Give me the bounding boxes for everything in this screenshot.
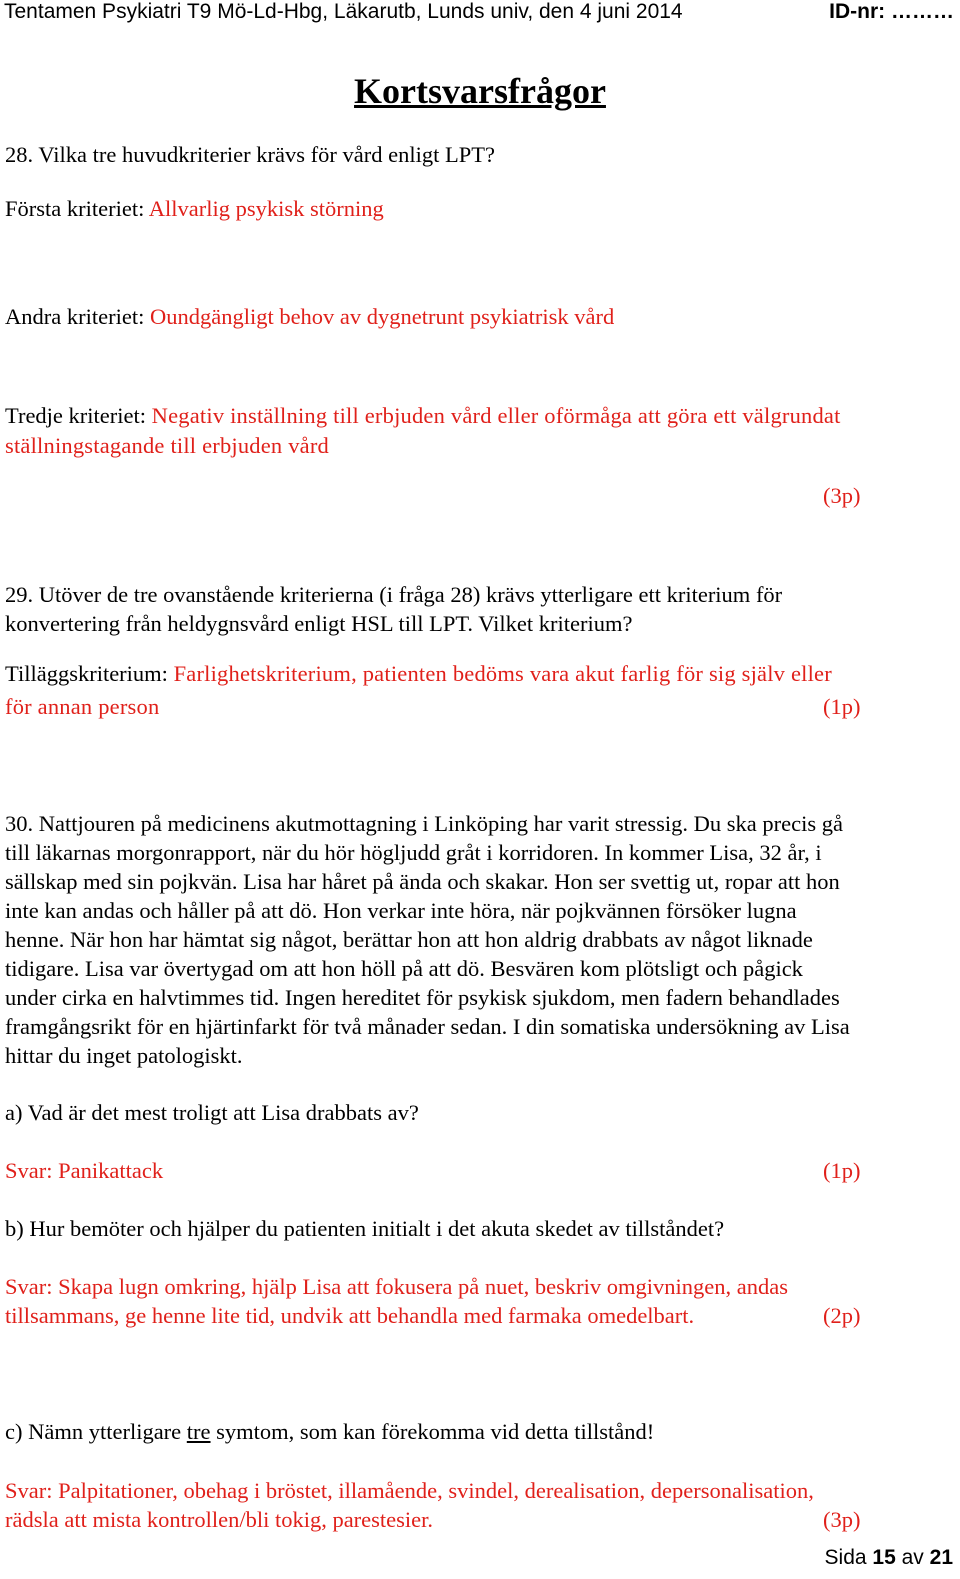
q30-case-line: framgångsrikt för en hjärtinfarkt för två månader sedan. I din somatiska undersökning av Lisa — [5, 1014, 850, 1039]
q30b-question: b) Hur bemöter och hjälper du patienten initialt i det akuta skedet av tillståndet? — [5, 1216, 725, 1241]
q30c-question-pre: c) Nämn ytterligare — [5, 1419, 187, 1444]
q30c-question-post: symtom, som kan förekomma vid detta tillstånd! — [210, 1419, 655, 1444]
q30-case-line: under cirka en halvtimmes tid. Ingen hereditet för psykisk sjukdom, men fadern behandlades — [5, 985, 840, 1010]
q29-answer-line1: Farlighetskriterium, patienten bedöms vara akut farlig för sig själv eller — [173, 661, 832, 686]
q28-question: 28. Vilka tre huvudkriterier krävs för vård enligt LPT? — [5, 142, 495, 167]
q28-criterion-1 — [5, 194, 384, 223]
q29-answer — [5, 659, 832, 688]
q30-case-line: hittar du inget patologiskt. — [5, 1043, 243, 1068]
q28-criterion-2 — [5, 302, 614, 331]
q29-points: (1p) — [823, 694, 861, 719]
q29-answer-line2: för annan person — [5, 694, 160, 719]
header-id-field: ID-nr: ……… — [829, 0, 954, 23]
q30-case-line: 30. Nattjouren på medicinens akutmottagning i Linköping har varit stressig. Du ska precis gå — [5, 811, 843, 836]
q28-c2-label: Andra kriteriet: — [5, 304, 150, 329]
q28-c1-label: Första kriteriet: — [5, 196, 149, 221]
q29-line2: konvertering från heldygnsvård enligt HSL till LPT. Vilket kriterium? — [5, 611, 633, 636]
page-number — [825, 1543, 953, 1573]
q28-c3-answer-line1: Negativ inställning till erbjuden vård eller oförmåga att göra ett välgrundat — [151, 403, 841, 428]
q28-c1-answer: Allvarlig psykisk störning — [148, 196, 384, 221]
q30c-answer-line2: rädsla att mista kontrollen/bli tokig, parestesier. — [5, 1507, 434, 1532]
q28-criterion-3 — [5, 401, 841, 430]
q30b-points: (2p) — [823, 1303, 861, 1328]
q30-case-line: till läkarnas morgonrapport, när du hör högljudd gråt i korridoren. In kommer Lisa, 32 år, i — [5, 840, 822, 865]
page-number-total: 21 — [929, 1546, 953, 1569]
q28-c3-label: Tredje kriteriet: — [5, 403, 152, 428]
q28-points: (3p) — [823, 483, 861, 508]
q30b-answer-line1: Svar: Skapa lugn omkring, hjälp Lisa att fokusera på nuet, beskriv omgivningen, andas — [5, 1274, 788, 1299]
q30-case-line: inte kan andas och håller på att dö. Hon verkar inte höra, när pojkvännen försöker lugna — [5, 898, 797, 923]
page-number-mid: av — [895, 1546, 930, 1569]
q30c-question-underlined: tre — [186, 1419, 211, 1444]
q29-line1: 29. Utöver de tre ovanstående kriterierna (i fråga 28) krävs ytterligare ett kriterium för — [5, 582, 783, 607]
q30-case-line: henne. När hon har hämtat sig något, berättar hon att hon aldrig drabbats av något liknade — [5, 927, 813, 952]
q30a-points: (1p) — [823, 1158, 861, 1183]
q28-c2-answer: Oundgängligt behov av dygnetrunt psykiatrisk vård — [149, 304, 615, 329]
page-header — [4, 0, 954, 26]
q30c-answer-line1: Svar: Palpitationer, obehag i bröstet, illamående, svindel, derealisation, depersonalisation, — [5, 1478, 814, 1503]
q28-c3-answer-line2: ställningstagande till erbjuden vård — [5, 433, 329, 458]
q30a-answer: Svar: Panikattack — [5, 1158, 164, 1183]
q30-case-line: tidigare. Lisa var övertygad om att hon höll på att dö. Besvären kom plötsligt och pågick — [5, 956, 803, 981]
q29-answer-label: Tilläggskriterium: — [5, 661, 174, 686]
page-number-prefix: Sida — [824, 1546, 873, 1569]
q30c-question — [5, 1417, 654, 1446]
q30b-answer-line2: tillsammans, ge henne lite tid, undvik att behandla med farmaka omedelbart. — [5, 1303, 695, 1328]
q30c-points: (3p) — [823, 1507, 861, 1532]
header-exam-info: Tentamen Psykiatri T9 Mö-Ld-Hbg, Läkarutb, Lunds univ, den 4 juni 2014 — [4, 0, 683, 23]
section-title: Kortsvarsfrågor — [354, 71, 606, 111]
q30a-question: a) Vad är det mest troligt att Lisa drabbats av? — [5, 1100, 419, 1125]
page-number-current: 15 — [872, 1546, 896, 1569]
q30-case-line: sällskap med sin pojkvän. Lisa har håret på ända och skakar. Hon ser svettig ut, ropar att hon — [5, 869, 840, 894]
